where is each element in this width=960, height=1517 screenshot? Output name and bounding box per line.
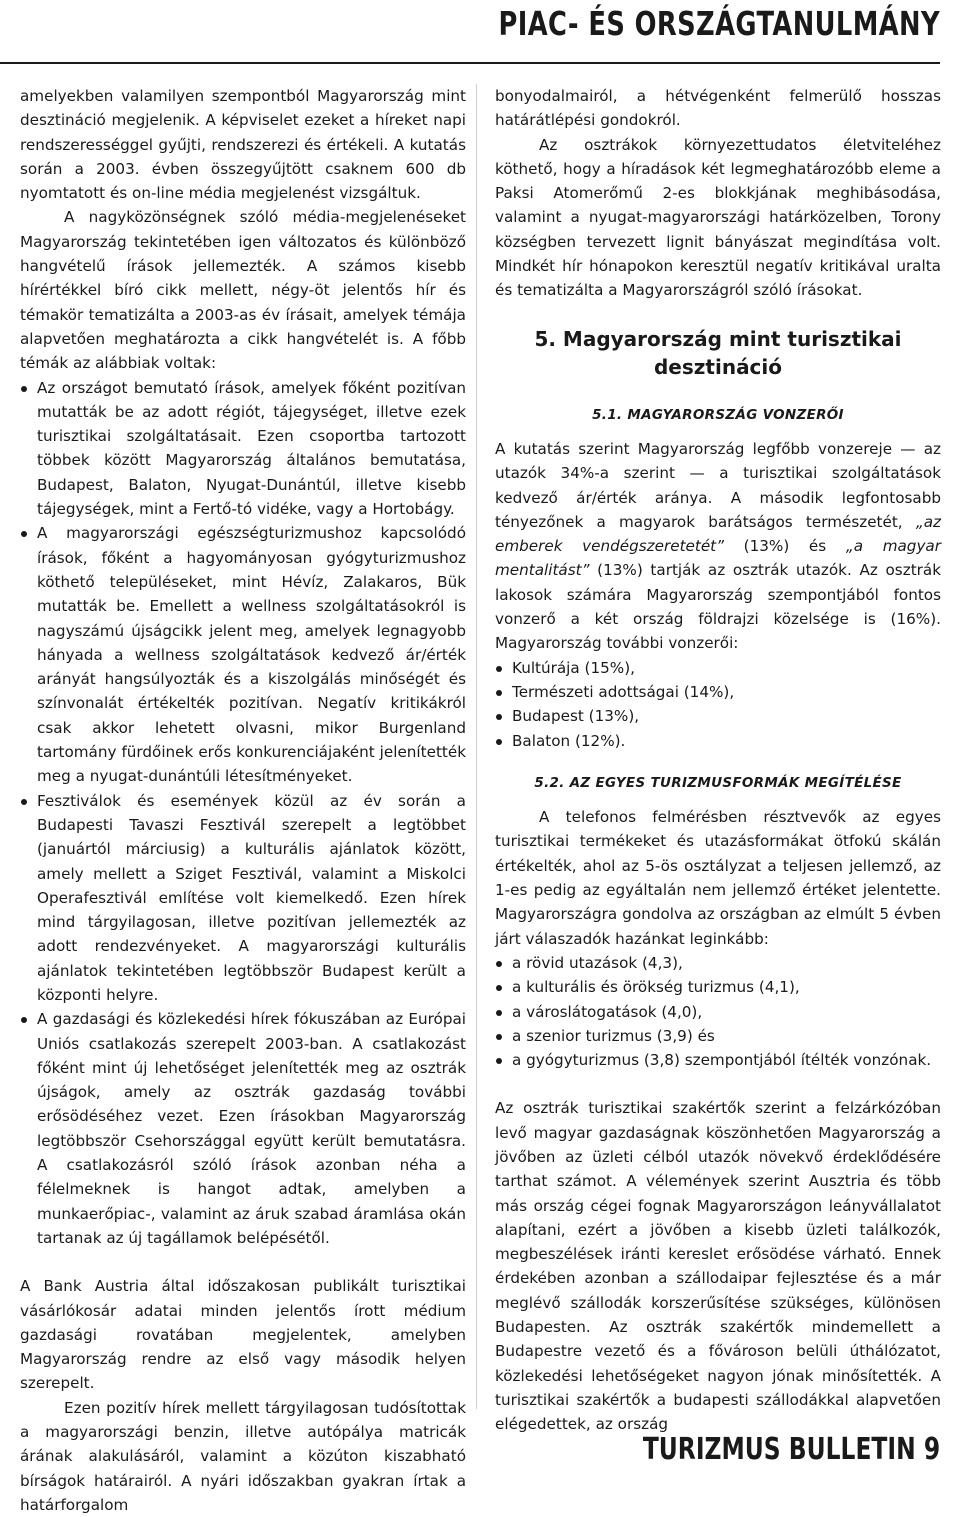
list-item: Balaton (12%).	[495, 729, 941, 753]
quote-span: „a magyar mentalitást”	[495, 537, 941, 580]
paragraph: A nagyközönségnek szóló média-megjelenéseket Magyarország tekintetében igen változatos és különböző hangvételű írások jellemezték. A számos kisebb hírértékkel bíró cikk mellett, négy-öt jelentős hír és témakör tematizálta a 2003-as év írásait, amelyek témája alapvetően meghatározta a cikk hangvételét is. A főbb témák az alábbiak voltak:	[20, 208, 466, 373]
list-item: A magyarországi egészségturizmushoz kapcsolódó írások, főként a hagyományosan gyógyturizmushoz köthető településeket, mint Hévíz, Zalakaros, Bük mutatták be. Emellett a wellness szolgáltatásokról is nagyszámú újságcikk jelent meg, amelyek legnagyobb hányada a wellness szolgáltatások kedvező ár/érték arányát hangsúlyozták és a kiszolgálás minőségét és színvonalát értékelték pozitívan. Negatív kritikákról csak akkor lehetett olvasni, mikor Burgenland tartomány fürdőinek erős konkurenciájaként jelenítették meg a nyugat-dunántúli létesítményeket.	[20, 521, 466, 788]
page-header-title: PIAC- ÉS ORSZÁGTANULMÁNY	[498, 4, 940, 43]
ratings-list	[495, 951, 941, 1072]
right-column	[495, 84, 941, 1437]
quote-span: „az emberek vendégszeretetét”	[495, 512, 941, 556]
paragraph: A telefonos felmérésben résztvevők az egyes turisztikai termékeket és utazásformákat ötfokú skálán értékelték, ahol az 5-ös osztályzat a teljesen jellemző, az 1-es pedig az egyáltalán nem jellemző értéket jelentette. Magyarországra gondolva az országban az elmúlt 5 évben járt válaszadók hazánkat leginkább:	[495, 808, 941, 948]
list-item: A gazdasági és közlekedési hírek fókuszában az Európai Uniós csatlakozás szerepelt 2003-ban. A csatlakozást főként mint új lehetőséget jelenítették meg az osztrák újságok, amely az osztrák gazdaság további erősödéséhez vezet. Ezen írásokban Magyarország legtöbbször Csehországgal együtt került bemutatásra. A csatlakozásról szóló írások azonban néha a félelmeknek is hangot adtak, amelyben a munkaerőpiac-, valamint az áruk szabad áramlása okán tartanak az új tagállamok belépésétől.	[20, 1007, 466, 1250]
list-item: a szenior turizmus (3,9) és	[495, 1024, 941, 1048]
paragraph: A Bank Austria által időszakosan publikált turisztikai vásárlókosár adatai minden jelentős írott médium gazdasági rovatában megjelentek, amelyben Magyarország rendre az első vagy második helyen szerepelt.	[20, 1277, 466, 1393]
page-header	[0, 0, 940, 64]
paragraph: Az osztrák turisztikai szakértők szerint a felzárkózóban levő magyar gazdaságnak köszönhetően Magyarország a jövőben az üzleti célból utazók növekvő érdeklődésére tarthat számot. A vélemények szerint Ausztria és több más ország cégei fognak Magyarországon leányvállalatot alapítani, ezért a jövőben a kisebb üzleti találkozók, megbeszélések iránti kereslet erősödése várható. Ennek érdekében azonban a szállodaipar fejlesztése és a már meglévő szállodák korszerűsítése szükséges, különösen Budapesten. Az osztrák szakértők mindemellett a Budapestre vezető és a fővároson belüli úthálózatot, közlekedési lehetőségeket nagyon jónak minősítették. A turisztikai szakértők a budapesti szállodákkal alapvetően elégedettek, az ország	[495, 1099, 941, 1434]
list-item: a rövid utazások (4,3),	[495, 951, 941, 975]
paragraph: Az osztrákok környezettudatos életviteléhez köthető, hogy a híradások két legmeghatározóbb eleme a Paksi Atomerőmű 2-es blokkjának meghibásodása, valamint a nyugat-magyarországi határközelben, Torony községben tervezett lignit bányászat megindítása volt. Mindkét hír hónapokon keresztül negatív kritikával uralta és tematizálta a Magyarországról szóló írásokat.	[495, 135, 941, 300]
list-item: Kultúrája (15%),	[495, 656, 941, 680]
list-item: a kulturális és örökség turizmus (4,1),	[495, 975, 941, 999]
text-span: A kutatás szerint Magyarország legfőbb vonzereje — az utazók 34%-a szerint — a turisztikai szolgáltatások kedvező ár/érték aránya. A második legfontosabb tényezőnek a magyarok barátságos természetét,	[495, 439, 941, 531]
left-column	[20, 84, 466, 1517]
list-item: Természeti adottságai (14%),	[495, 680, 941, 704]
column-divider	[476, 84, 477, 1409]
subsection-heading: 5.1. MAGYARORSZÁG VONZERŐI	[592, 406, 844, 423]
attractions-list	[495, 656, 941, 753]
list-item: Budapest (13%),	[495, 704, 941, 728]
list-item: Az országot bemutató írások, amelyek főként pozitívan mutatták be az adott régiót, tájegységet, illetve ezek turisztikai szolgáltatásait. Ezen csoportba tartozott többek között Magyarország általános bemutatása, Budapest, Balaton, Nyugat-Dunántúl, illetve kisebb tájegységek, mint a Fertő-tó vidéke, vagy a Hortobágy.	[20, 376, 466, 522]
page-footer: TURIZMUS BULLETIN 9	[642, 1432, 940, 1467]
subsection-heading: 5.2. AZ EGYES TURIZMUSFORMÁK MEGÍTÉLÉSE	[534, 774, 902, 791]
text-span: (13%) és	[724, 537, 846, 556]
section-heading: 5. Magyarország mint turisztikai desztináció	[534, 326, 902, 379]
topics-list	[20, 376, 466, 1251]
paragraph: Ezen pozitív hírek mellett tárgyilagosan tudósítottak a magyarországi benzin, illetve autópálya matricák árának alakulásáról, valamint a közúton kiszabható bírságok határairól. A nyári időszakban gyakran írtak a határforgalom	[20, 1398, 466, 1514]
list-item: a városlátogatások (4,0),	[495, 1000, 941, 1024]
paragraph: amelyekben valamilyen szempontból Magyarország mint desztináció megjelenik. A képviselet ezeket a híreket napi rendszerességgel gyűjti, rendszerezi és értékeli. A kutatás során a 2003. évben összegyűjtött csaknem 600 db nyomtatott és on-line média megjelenést vizsgáltuk.	[20, 87, 466, 203]
paragraph: bonyodalmairól, a hétvégenként felmerülő hosszas határátlépési gondokról.	[495, 87, 941, 130]
text-span: (13%) tartják az osztrák utazók. Az osztrák lakosok számára Magyarország szempontjából fontos vonzerő a két ország földrajzi közelsége is (16%). Magyarország további vonzerői:	[495, 561, 941, 653]
paragraph	[495, 437, 941, 656]
list-item: a gyógyturizmus (3,8) szempontjából ítélték vonzónak.	[495, 1048, 941, 1072]
list-item: Fesztiválok és események közül az év során a Budapesti Tavaszi Fesztivál szerepelt a legtöbbet (januártól márciusig) a kulturális ajánlatok között, amely mellett a Sziget Fesztivál, valamint a Miskolci Operafesztivál említése volt kiemelkedő. Ezen hírek mind tárgyilagosan, illetve pozitívan jellemezték az adott rendezvényeket. A magyarországi kulturális ajánlatok tekintetében legtöbbször Budapest került a központi helyre.	[20, 789, 466, 1008]
